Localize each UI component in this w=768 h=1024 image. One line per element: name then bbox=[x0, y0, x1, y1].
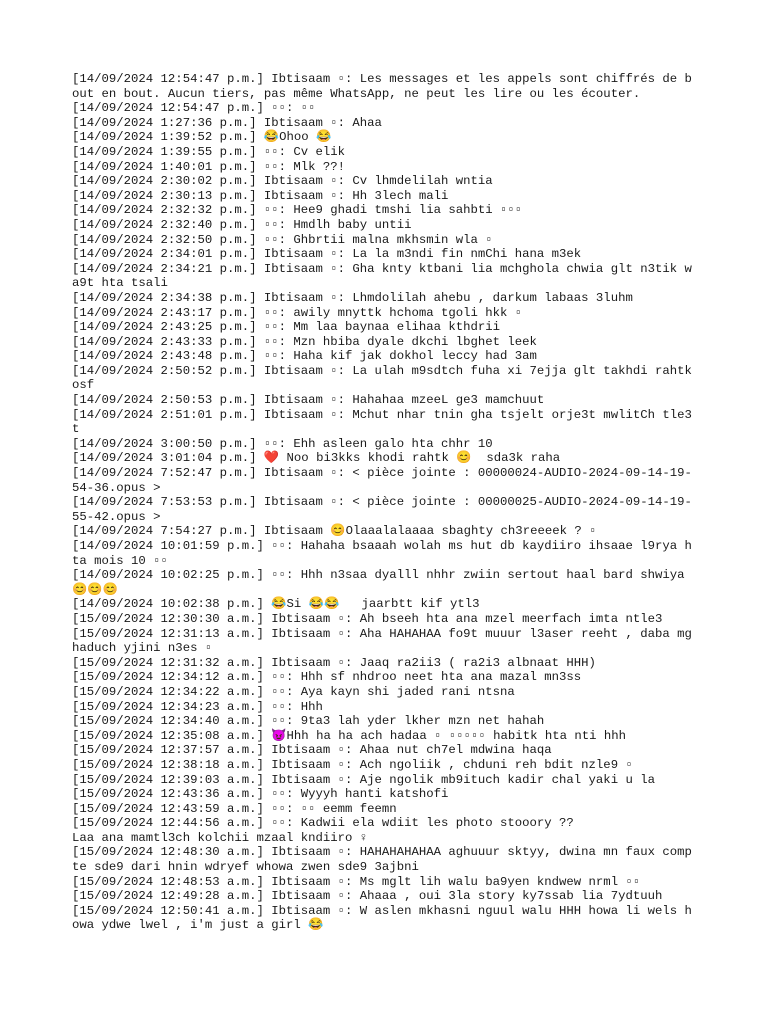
chat-message-line: [14/09/2024 2:51:01 p.m.] Ibtisaam ▫: Mchut nhar tnin gha tsjelt orje3t mwlitCh tle3t bbox=[72, 407, 692, 437]
chat-message-line: [14/09/2024 12:54:47 p.m.] Ibtisaam ▫: Les messages et les appels sont chiffrés de bout en bout. Aucun tiers, pas même WhatsApp, ne peut les lire ou les écouter. bbox=[72, 72, 692, 101]
chat-message-line: [14/09/2024 1:27:36 p.m.] Ibtisaam ▫: Ahaa bbox=[72, 115, 382, 130]
chat-message-line: [15/09/2024 12:30:30 a.m.] Ibtisaam ▫: Ah bseeh hta ana mzel meerfach imta ntle3 bbox=[72, 611, 663, 626]
chat-message-line: [14/09/2024 2:34:38 p.m.] Ibtisaam ▫: Lhmdolilah ahebu , darkum labaas 3luhm bbox=[72, 290, 633, 305]
chat-message-line: [15/09/2024 12:43:59 a.m.] ▫▫: ▫▫ eemm feemn bbox=[72, 801, 397, 816]
chat-message-line: [14/09/2024 12:54:47 p.m.] ▫▫: ▫▫ bbox=[72, 101, 316, 116]
chat-message-line: [15/09/2024 12:34:23 a.m.] ▫▫: Hhh bbox=[72, 699, 323, 714]
chat-message-line: [14/09/2024 2:30:02 p.m.] Ibtisaam ▫: Cv lhmdelilah wntia bbox=[72, 174, 493, 189]
chat-message-line: [15/09/2024 12:49:28 a.m.] Ibtisaam ▫: Ahaaa , oui 3la story ky7ssab lia 7ydtuuh bbox=[72, 889, 663, 904]
chat-message-line: [15/09/2024 12:38:18 a.m.] Ibtisaam ▫: Ach ngoliik , chduni reh bdit nzle9 ▫ bbox=[72, 757, 633, 772]
chat-message-line: Laa ana mamtl3ch kolchii mzaal kndiiro ♀ bbox=[72, 830, 368, 845]
chat-message-line: [14/09/2024 2:43:48 p.m.] ▫▫: Haha kif jak dokhol leccy had 3am bbox=[72, 349, 537, 364]
chat-message-line: [15/09/2024 12:48:53 a.m.] Ibtisaam ▫: Ms mglt lih walu ba9yen kndwew nrml ▫▫ bbox=[72, 874, 641, 889]
chat-message-line: [14/09/2024 1:39:52 p.m.] 😂Ohoo 😂 bbox=[72, 130, 332, 145]
chat-message-line: [14/09/2024 10:01:59 p.m.] ▫▫: Hahaha bsaaah wolah ms hut db kaydiiro ihsaae l9rya hta mois 10 ▫▫ bbox=[72, 539, 692, 568]
chat-message-line: [14/09/2024 3:01:04 p.m.] ❤️ Noo bi3kks khodi rahtk 😊 sda3k raha bbox=[72, 451, 561, 466]
chat-message-line: [14/09/2024 2:32:32 p.m.] ▫▫: Hee9 ghadi tmshi lia sahbti ▫▫▫ bbox=[72, 203, 523, 218]
chat-message-line: [14/09/2024 2:50:53 p.m.] Ibtisaam ▫: Hahahaa mzeeL ge3 mamchuut bbox=[72, 393, 545, 408]
chat-message-line: [15/09/2024 12:31:32 a.m.] Ibtisaam ▫: Jaaq ra2ii3 ( ra2i3 albnaat HHH) bbox=[72, 655, 596, 670]
chat-message-line: [14/09/2024 2:32:50 p.m.] ▫▫: Ghbrtii malna mkhsmin wla ▫ bbox=[72, 232, 493, 247]
chat-message-line: [14/09/2024 1:39:55 p.m.] ▫▫: Cv elik bbox=[72, 144, 346, 159]
chat-message-line: [14/09/2024 7:54:27 p.m.] Ibtisaam 😊Olaaalalaaaa sbaghty ch3reeeek ? ▫ bbox=[72, 524, 597, 539]
chat-message-line: [14/09/2024 7:52:47 p.m.] Ibtisaam ▫: < pièce jointe : 00000024-AUDIO-2024-09-14-19-54-36.opus > bbox=[72, 466, 692, 495]
chat-message-line: [14/09/2024 2:30:13 p.m.] Ibtisaam ▫: Hh 3lech mali bbox=[72, 188, 449, 203]
chat-message-line: [15/09/2024 12:35:08 a.m.] 😈Hhh ha ha ach hadaa ▫ ▫▫▫▫▫ habitk hta nti hhh bbox=[72, 728, 627, 743]
chat-log bbox=[72, 72, 700, 933]
chat-message-line: [15/09/2024 12:43:36 a.m.] ▫▫: Wyyyh hanti katshofi bbox=[72, 787, 449, 802]
chat-message-line: [14/09/2024 1:40:01 p.m.] ▫▫: Mlk ??! bbox=[72, 159, 346, 174]
chat-message-line: [15/09/2024 12:31:13 a.m.] Ibtisaam ▫: Aha HAHAHAA fo9t muuur l3aser reeht , daba mghaduch yjini n3es ▫ bbox=[72, 626, 692, 656]
chat-message-line: [14/09/2024 3:00:50 p.m.] ▫▫: Ehh asleen galo hta chhr 10 bbox=[72, 436, 493, 451]
chat-message-line: [15/09/2024 12:39:03 a.m.] Ibtisaam ▫: Aje ngolik mb9ituch kadir chal yaki u la bbox=[72, 772, 655, 787]
chat-message-line: [14/09/2024 2:34:01 p.m.] Ibtisaam ▫: La la m3ndi fin nmChi hana m3ek bbox=[72, 247, 582, 262]
chat-message-line: [15/09/2024 12:34:12 a.m.] ▫▫: Hhh sf nhdroo neet hta ana mazal mn3ss bbox=[72, 670, 582, 685]
chat-message-line: [15/09/2024 12:44:56 a.m.] ▫▫: Kadwii ela wdiit les photo stooory ?? bbox=[72, 816, 574, 831]
chat-message-line: [14/09/2024 10:02:38 p.m.] 😂Si 😂😂 jaarbtt kif ytl3 bbox=[72, 597, 480, 612]
chat-message-line: [15/09/2024 12:48:30 a.m.] Ibtisaam ▫: HAHAHAHAHAA aghuuur sktyy, dwina mn faux compte sde9 dari hnin wdryef whowa zwen sde9 3ajbni bbox=[72, 845, 692, 875]
chat-message-line: [14/09/2024 10:02:25 p.m.] ▫▫: Hhh n3saa dyalll nhhr zwiin sertout haal bard shwiya 😊😊😊 bbox=[72, 568, 692, 597]
chat-message-line: [14/09/2024 2:32:40 p.m.] ▫▫: Hmdlh baby untii bbox=[72, 217, 412, 232]
chat-message-line: [15/09/2024 12:50:41 a.m.] Ibtisaam ▫: W aslen mkhasni nguul walu HHH howa li wels howa ydwe lwel , i'm just a girl 😂 bbox=[72, 903, 692, 933]
chat-message-line: [15/09/2024 12:34:40 a.m.] ▫▫: 9ta3 lah yder lkher mzn net hahah bbox=[72, 714, 545, 729]
chat-message-line: [14/09/2024 7:53:53 p.m.] Ibtisaam ▫: < pièce jointe : 00000025-AUDIO-2024-09-14-19-55-42.opus > bbox=[72, 495, 692, 524]
chat-message-line: [14/09/2024 2:43:17 p.m.] ▫▫: awily mnyttk hchoma tgoli hkk ▫ bbox=[72, 305, 523, 320]
chat-message-line: [14/09/2024 2:43:33 p.m.] ▫▫: Mzn hbiba dyale dkchi lbghet leek bbox=[72, 334, 537, 349]
chat-message-line: [14/09/2024 2:50:52 p.m.] Ibtisaam ▫: La ulah m9sdtch fuha xi 7ejja glt takhdi rahtk osf bbox=[72, 363, 700, 393]
chat-message-line: [14/09/2024 2:34:21 p.m.] Ibtisaam ▫: Gha knty ktbani lia mchghola chwia glt n3tik wa9t hta tsali bbox=[72, 261, 692, 291]
chat-message-line: [15/09/2024 12:37:57 a.m.] Ibtisaam ▫: Ahaa nut ch7el mdwina haqa bbox=[72, 743, 552, 758]
chat-message-line: [15/09/2024 12:34:22 a.m.] ▫▫: Aya kayn shi jaded rani ntsna bbox=[72, 684, 515, 699]
chat-message-line: [14/09/2024 2:43:25 p.m.] ▫▫: Mm laa baynaa elihaa kthdrii bbox=[72, 320, 501, 335]
